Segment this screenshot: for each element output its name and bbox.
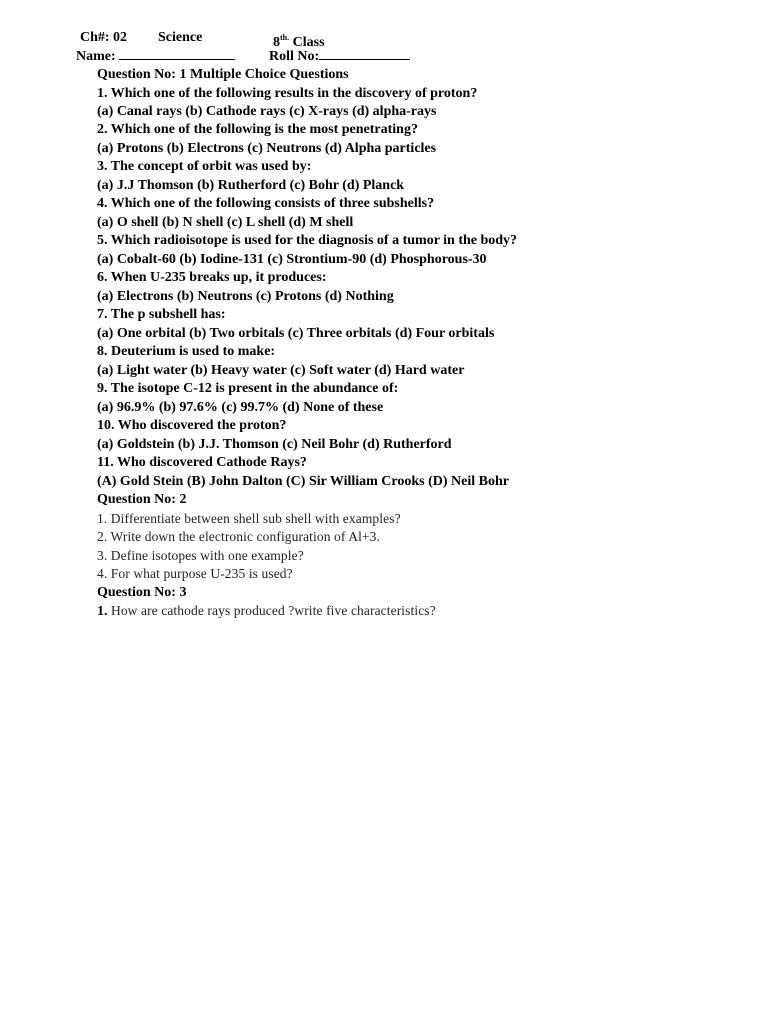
subject-label: Science xyxy=(158,30,203,45)
section3-title: Question No: 3 xyxy=(97,585,187,600)
section2-item-2: 2. Write down the electronic configuration of Al+3. xyxy=(97,529,380,544)
options-10: (a) Goldstein (b) J.J. Thomson (c) Neil Bohr (d) Rutherford xyxy=(97,437,452,452)
question-7: 7. The p subshell has: xyxy=(97,307,226,322)
question-4: 4. Which one of the following consists of three subshells? xyxy=(97,196,435,211)
grade-word: Class xyxy=(292,35,325,50)
options-4: (a) O shell (b) N shell (c) L shell (d) M shell xyxy=(97,215,354,230)
question-10: 10. Who discovered the proton? xyxy=(97,418,287,433)
options-5: (a) Cobalt-60 (b) Iodine-131 (c) Strontium-90 (d) Phosphorous-30 xyxy=(97,252,487,267)
name-label: Name: xyxy=(76,49,116,64)
roll-blank xyxy=(319,47,410,60)
question-3: 3. The concept of orbit was used by: xyxy=(97,159,312,174)
grade-superscript: th. xyxy=(280,33,290,42)
grade-number: 8 xyxy=(273,35,280,50)
options-6: (a) Electrons (b) Neutrons (c) Protons (d) Nothing xyxy=(97,289,394,304)
section2-item-4: 4. For what purpose U-235 is used? xyxy=(97,566,293,581)
options-1: (a) Canal rays (b) Cathode rays (c) X-rays (d) alpha-rays xyxy=(97,104,437,119)
section3-item-1 xyxy=(97,602,436,621)
question-6: 6. When U-235 breaks up, it produces: xyxy=(97,270,327,285)
question-9: 9. The isotope C-12 is present in the abundance of: xyxy=(97,381,399,396)
options-9: (a) 96.9% (b) 97.6% (c) 99.7% (d) None of these xyxy=(97,400,384,415)
question-2: 2. Which one of the following is the most penetrating? xyxy=(97,122,418,137)
section2-title: Question No: 2 xyxy=(97,492,187,507)
roll-field xyxy=(269,47,410,66)
section1-title: Question No: 1 Multiple Choice Questions xyxy=(97,67,349,82)
section3-item-text: How are cathode rays produced ?write five characteristics? xyxy=(107,603,436,618)
options-2: (a) Protons (b) Electrons (c) Neutrons (d) Alpha particles xyxy=(97,141,437,156)
section3-item-number: 1. xyxy=(97,604,108,619)
options-7: (a) One orbital (b) Two orbitals (c) Three orbitals (d) Four orbitals xyxy=(97,326,495,341)
chapter-label: Ch#: 02 xyxy=(80,30,128,45)
question-8: 8. Deuterium is used to make: xyxy=(97,344,276,359)
question-1: 1. Which one of the following results in the discovery of proton? xyxy=(97,86,478,101)
question-5: 5. Which radioisotope is used for the diagnosis of a tumor in the body? xyxy=(97,233,518,248)
question-11: 11. Who discovered Cathode Rays? xyxy=(97,455,307,470)
roll-label: Roll No: xyxy=(269,49,320,64)
section2-item-3: 3. Define isotopes with one example? xyxy=(97,548,304,563)
options-8: (a) Light water (b) Heavy water (c) Soft water (d) Hard water xyxy=(97,363,465,378)
name-blank xyxy=(119,47,235,60)
name-field xyxy=(76,47,235,66)
options-3: (a) J.J Thomson (b) Rutherford (c) Bohr (d) Planck xyxy=(97,178,405,193)
section2-item-1: 1. Differentiate between shell sub shell with examples? xyxy=(97,511,401,526)
options-11: (A) Gold Stein (B) John Dalton (C) Sir William Crooks (D) Neil Bohr xyxy=(97,474,509,489)
